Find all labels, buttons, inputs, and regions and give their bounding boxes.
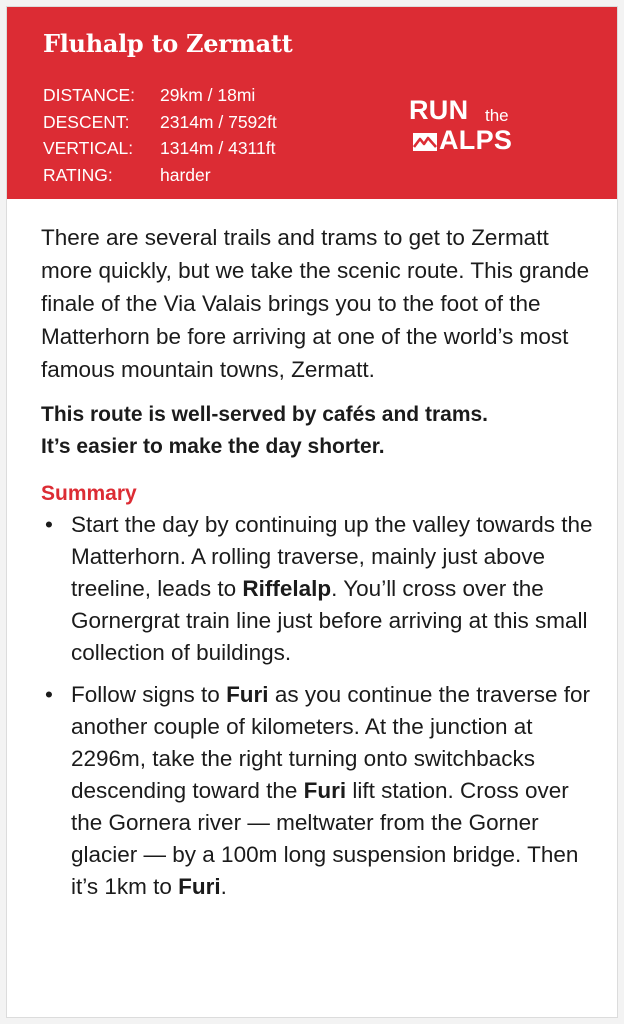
item-text: . You’ll cross over the Gornergrat train line just before arriving at this small collection of buildings. [71, 576, 588, 665]
run-the-alps-logo [409, 95, 539, 155]
mountain-icon [413, 133, 437, 151]
callout-line: This route is well-served by cafés and trams. [41, 403, 488, 426]
list-item [41, 509, 597, 669]
summary-list [41, 509, 597, 903]
logo-run-text: RUN [409, 95, 469, 125]
place-name: Riffelalp [242, 576, 332, 601]
stat-label: DESCENT: [43, 111, 130, 132]
route-card [6, 6, 618, 1018]
route-stats [43, 82, 277, 188]
summary-heading: Summary [41, 482, 137, 505]
bullet-icon: • [45, 512, 53, 537]
stat-label: VERTICAL: [43, 138, 134, 158]
list-item [41, 679, 597, 903]
callout-note [41, 399, 597, 463]
item-text: Start the day by continuing up the valley towards the Matterhorn. A rolling traverse, mainly just above treeline, leads to [71, 512, 593, 601]
stat-distance [43, 82, 277, 109]
stat-label: DISTANCE: [43, 85, 136, 105]
route-header [7, 7, 617, 199]
stat-value: 2314m / 7592ft [160, 111, 277, 132]
logo-alps-text: ALPS [439, 125, 513, 155]
stat-descent [43, 109, 277, 136]
place-name: Furi [178, 874, 221, 899]
callout-line: It’s easier to make the day shorter. [41, 435, 385, 458]
stat-rating [43, 162, 277, 189]
stat-value: harder [160, 164, 211, 185]
intro-paragraph: There are several trails and trams to get to Zermatt more quickly, but we take the scenic route. This grande finale of the Via Valais brings you to the foot of the Matterhorn be fore arriving at one of the world’s most famous mountain towns, Zermatt. [41, 225, 590, 382]
stat-vertical [43, 135, 277, 162]
item-text: . [220, 874, 227, 899]
item-text: Follow signs to [71, 682, 227, 707]
route-body [41, 221, 597, 913]
place-name: Furi [226, 682, 269, 707]
stat-label: RATING: [43, 164, 113, 185]
item-text: as you continue the traverse for another couple of kilometers. At the junction at 2296m, take the right turning onto switchbacks descending toward the [71, 682, 590, 803]
stat-value: 1314m / 4311ft [160, 138, 276, 158]
route-title: Fluhalp to Zermatt [43, 29, 293, 58]
item-text: lift station. Cross over the Gornera river — meltwater from the Gorner glacier — by a 100m long suspension bridge. Then it’s 1km to [71, 778, 579, 899]
place-name: Furi [303, 778, 347, 803]
logo-the-text: the [485, 106, 509, 125]
bullet-icon: • [45, 682, 53, 707]
stat-value: 29km / 18mi [160, 85, 256, 105]
